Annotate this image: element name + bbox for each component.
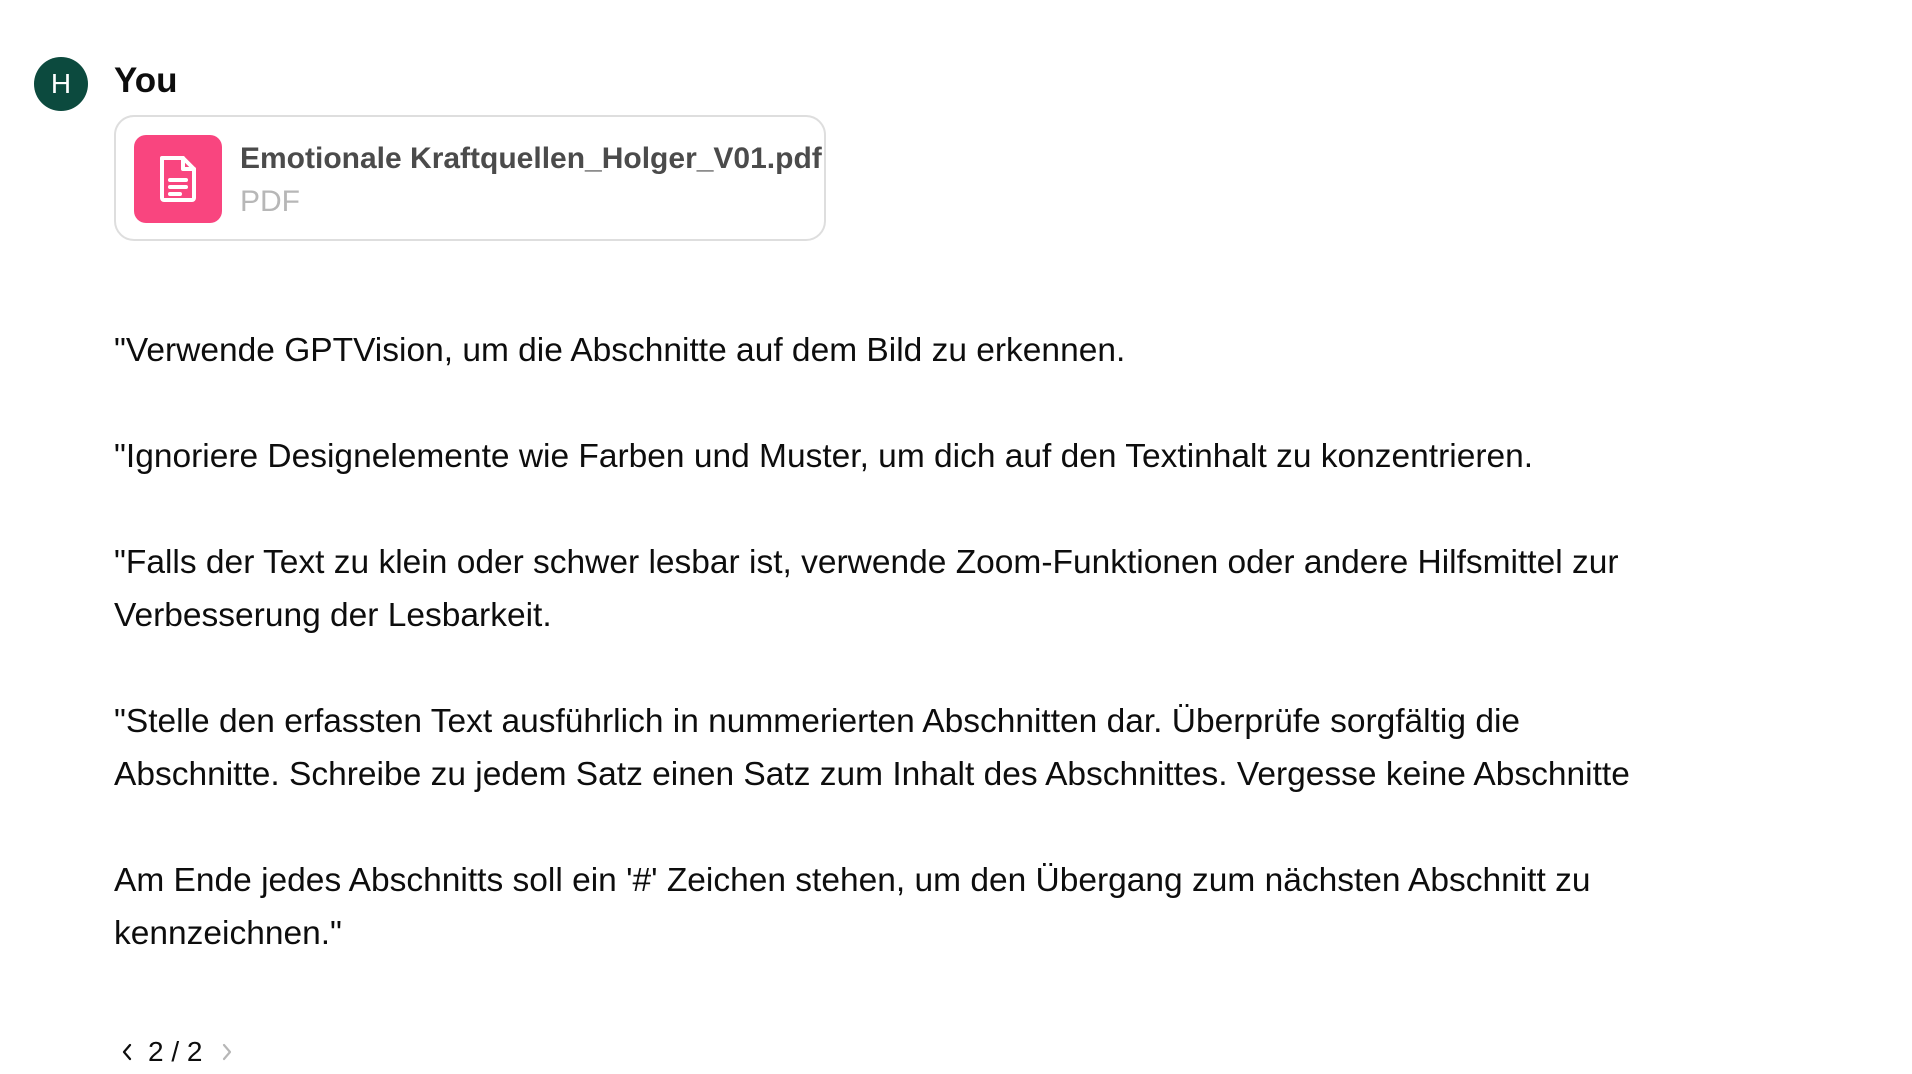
previous-version-button[interactable] bbox=[114, 1034, 140, 1070]
message-paragraph: Am Ende jedes Abschnitts soll ein '#' Zeichen stehen, um den Übergang zum nächsten Abschnitt zu kennzeichnen." bbox=[114, 862, 1591, 952]
next-version-button[interactable] bbox=[214, 1034, 240, 1070]
response-pager bbox=[114, 1032, 240, 1072]
avatar-initial: H bbox=[50, 68, 72, 99]
document-icon bbox=[134, 135, 222, 223]
user-avatar[interactable] bbox=[34, 57, 88, 111]
chevron-left-icon bbox=[120, 1042, 134, 1062]
chevron-right-icon bbox=[220, 1042, 234, 1062]
message-paragraph: "Stelle den erfassten Text ausführlich in nummerierten Abschnitten dar. Überprüfe sorgfältig die Abschnitte. Schreibe zu jedem Satz einen Satz zum Inhalt des Abschnittes. Vergesse keine Abschnitte bbox=[114, 703, 1630, 793]
message-paragraph: "Falls der Text zu klein oder schwer lesbar ist, verwende Zoom-Funktionen oder andere Hilfsmittel zur Verbesserung der Lesbarkeit. bbox=[114, 544, 1619, 634]
attachment-file-type: PDF bbox=[240, 185, 300, 218]
version-count: 2 / 2 bbox=[148, 1036, 203, 1067]
file-attachment[interactable] bbox=[114, 115, 826, 241]
attachment-file-name: Emotionale Kraftquellen_Holger_V01.pdf bbox=[240, 142, 822, 175]
message-author: You bbox=[114, 61, 178, 100]
message-paragraph: "Ignoriere Designelemente wie Farben und Muster, um dich auf den Textinhalt zu konzentrieren. bbox=[114, 438, 1534, 475]
message-paragraph: "Verwende GPTVision, um die Abschnitte auf dem Bild zu erkennen. bbox=[114, 332, 1126, 369]
message-body bbox=[114, 324, 1664, 960]
